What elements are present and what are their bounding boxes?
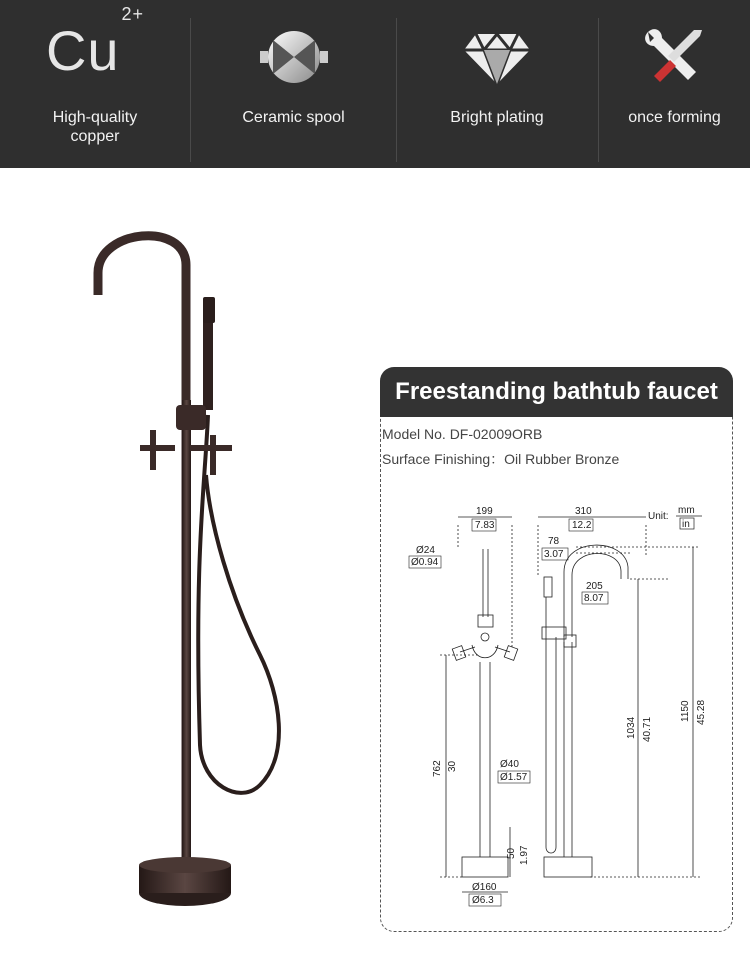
- feature-forming: [599, 0, 750, 168]
- dim-1034-in: 40.71: [642, 716, 653, 742]
- tools-icon: [640, 24, 710, 90]
- dim-310: 310: [575, 506, 592, 517]
- product-title: Freestanding bathtub faucet: [380, 367, 733, 417]
- copper-element-icon: $Cu^{2+}$: [45, 4, 145, 82]
- feature-forming-label: once forming: [628, 109, 721, 126]
- unit-in: in: [682, 519, 690, 530]
- dim-78: 78: [548, 536, 560, 547]
- spec-card: [380, 367, 733, 933]
- dim-50-in: 1.97: [519, 845, 530, 865]
- dim-310-in: 12.2: [572, 520, 592, 531]
- dim-50: 50: [506, 847, 517, 859]
- dim-762: 762: [432, 760, 443, 777]
- unit-mm: mm: [678, 505, 695, 516]
- feature-copper-label: High-quality copper: [52, 109, 138, 145]
- unit-legend: [648, 505, 702, 530]
- dim-199-in: 7.83: [475, 520, 495, 531]
- feature-copper: [0, 0, 190, 168]
- dim-d24: Ø24: [416, 545, 435, 556]
- surface-finishing: Surface Finishing：Oil Rubber Bronze: [382, 451, 620, 467]
- dim-d40: Ø40: [500, 759, 519, 770]
- feature-plating-label: Bright plating: [450, 109, 544, 126]
- dim-205-in: 8.07: [584, 593, 604, 604]
- dim-1150-in: 45.28: [696, 699, 707, 725]
- dim-762-in: 30: [447, 760, 458, 772]
- feature-plating: [397, 0, 597, 168]
- unit-label: Unit:: [648, 511, 669, 522]
- dim-1034: 1034: [626, 716, 637, 739]
- dim-d24-in: Ø0.94: [411, 557, 439, 568]
- model-number: Model No. DF-02009ORB: [382, 426, 543, 442]
- dim-78-in: 3.07: [544, 549, 564, 560]
- faucet-product-photo: [90, 225, 300, 915]
- dim-d160-in: Ø6.3: [472, 895, 494, 906]
- dim-199: 199: [476, 506, 493, 517]
- dim-d40-in: Ø1.57: [500, 772, 528, 783]
- diamond-icon: [462, 24, 532, 90]
- dim-1150: 1150: [680, 700, 691, 722]
- feature-ceramic: [191, 0, 396, 168]
- ceramic-spool-icon: [259, 24, 329, 90]
- dim-205: 205: [586, 581, 603, 592]
- feature-bar: [0, 0, 750, 168]
- technical-drawing: [380, 497, 733, 917]
- dim-d160: Ø160: [472, 882, 497, 893]
- feature-ceramic-label: Ceramic spool: [242, 109, 345, 126]
